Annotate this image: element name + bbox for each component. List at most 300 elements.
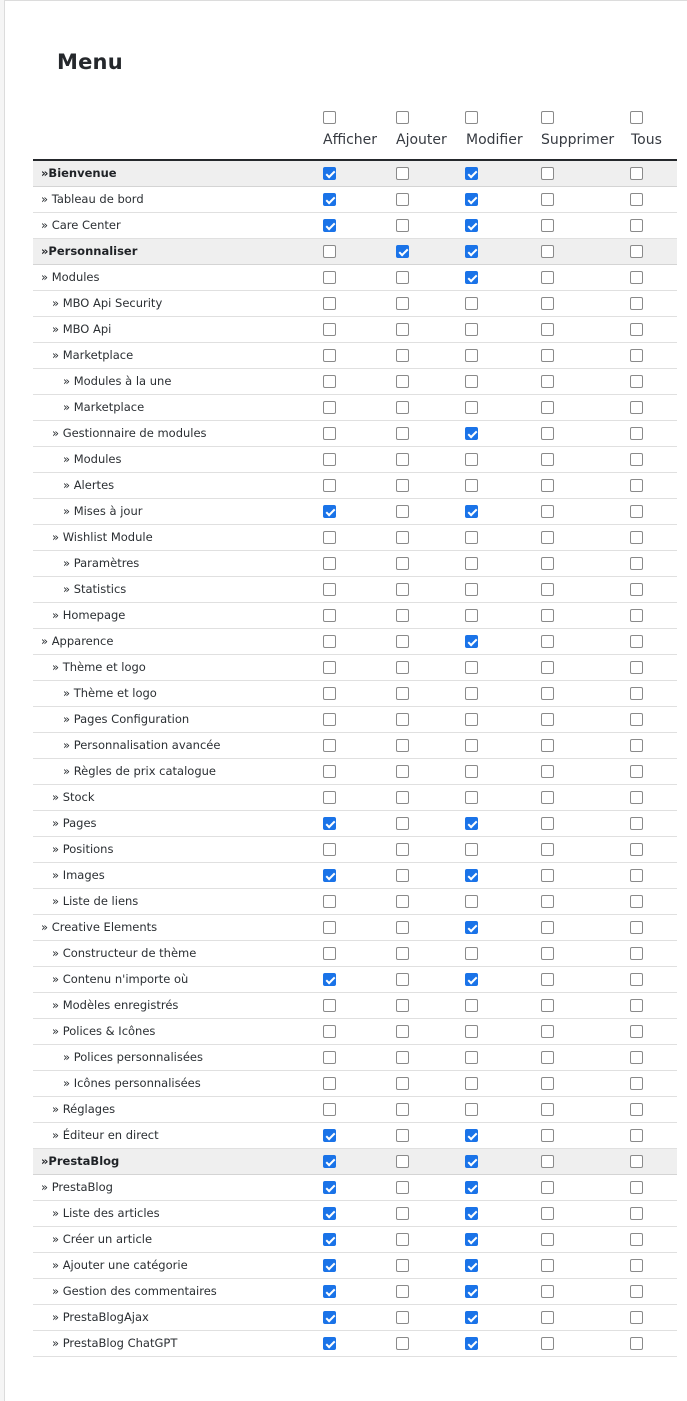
section-row [33,239,677,265]
ajouter-checkbox[interactable] [396,1233,409,1246]
menu-item-label: » Apparence [41,634,114,648]
tous-checkbox[interactable] [630,219,643,232]
table-row [33,655,677,681]
menu-item-label: » PrestaBlogAjax [52,1310,149,1324]
tous-checkbox[interactable] [630,531,643,544]
ajouter-checkbox[interactable] [396,453,409,466]
supprimer-checkbox[interactable] [541,687,554,700]
modifier-checkbox[interactable] [465,1077,478,1090]
modifier-checkbox[interactable] [465,167,478,180]
select-all-modifier-checkbox[interactable] [465,111,478,124]
modifier-checkbox[interactable] [465,999,478,1012]
afficher-checkbox[interactable] [323,765,336,778]
table-row [33,447,677,473]
ajouter-checkbox[interactable] [396,765,409,778]
afficher-checkbox[interactable] [323,557,336,570]
ajouter-checkbox[interactable] [396,635,409,648]
supprimer-checkbox[interactable] [541,297,554,310]
ajouter-checkbox[interactable] [396,817,409,830]
ajouter-checkbox[interactable] [396,843,409,856]
menu-item-label: »Bienvenue [41,166,117,180]
modifier-checkbox[interactable] [465,1311,478,1324]
afficher-checkbox[interactable] [323,1337,336,1350]
table-row [33,187,677,213]
supprimer-checkbox[interactable] [541,323,554,336]
menu-item-label: » PrestaBlog [41,1180,113,1194]
supprimer-checkbox[interactable] [541,245,554,258]
afficher-checkbox[interactable] [323,297,336,310]
tous-checkbox[interactable] [630,375,643,388]
ajouter-checkbox[interactable] [396,193,409,206]
tous-checkbox[interactable] [630,1051,643,1064]
table-row [33,941,677,967]
modifier-checkbox[interactable] [465,479,478,492]
afficher-checkbox[interactable] [323,219,336,232]
tous-checkbox[interactable] [630,1311,643,1324]
modifier-checkbox[interactable] [465,219,478,232]
supprimer-checkbox[interactable] [541,635,554,648]
menu-item-label: » Wishlist Module [52,530,153,544]
modifier-checkbox[interactable] [465,557,478,570]
table-row [33,993,677,1019]
permissions-table [33,161,677,1357]
tous-checkbox[interactable] [630,999,643,1012]
page-title: Menu [57,50,123,74]
menu-item-label: » MBO Api Security [52,296,163,310]
modifier-checkbox[interactable] [465,453,478,466]
table-row [33,1019,677,1045]
modifier-checkbox[interactable] [465,895,478,908]
afficher-checkbox[interactable] [323,505,336,518]
table-row [33,1045,677,1071]
afficher-checkbox[interactable] [323,1077,336,1090]
supprimer-checkbox[interactable] [541,1155,554,1168]
supprimer-checkbox[interactable] [541,973,554,986]
afficher-checkbox[interactable] [323,947,336,960]
ajouter-checkbox[interactable] [396,167,409,180]
modifier-checkbox[interactable] [465,323,478,336]
tous-checkbox[interactable] [630,1077,643,1090]
ajouter-checkbox[interactable] [396,999,409,1012]
supprimer-checkbox[interactable] [541,921,554,934]
supprimer-checkbox[interactable] [541,531,554,544]
ajouter-checkbox[interactable] [396,1259,409,1272]
afficher-checkbox[interactable] [323,1207,336,1220]
supprimer-checkbox[interactable] [541,895,554,908]
afficher-checkbox[interactable] [323,791,336,804]
ajouter-checkbox[interactable] [396,713,409,726]
modifier-checkbox[interactable] [465,245,478,258]
afficher-checkbox[interactable] [323,245,336,258]
tous-checkbox[interactable] [630,193,643,206]
supprimer-checkbox[interactable] [541,167,554,180]
afficher-checkbox[interactable] [323,427,336,440]
table-row [33,915,677,941]
ajouter-checkbox[interactable] [396,505,409,518]
modifier-checkbox[interactable] [465,765,478,778]
ajouter-checkbox[interactable] [396,921,409,934]
ajouter-checkbox[interactable] [396,1103,409,1116]
table-row [33,525,677,551]
tous-checkbox[interactable] [630,1129,643,1142]
supprimer-checkbox[interactable] [541,427,554,440]
tous-checkbox[interactable] [630,1025,643,1038]
afficher-checkbox[interactable] [323,401,336,414]
ajouter-checkbox[interactable] [396,1077,409,1090]
afficher-checkbox[interactable] [323,453,336,466]
table-row [33,265,677,291]
table-row [33,343,677,369]
afficher-checkbox[interactable] [323,817,336,830]
tous-checkbox[interactable] [630,817,643,830]
afficher-checkbox[interactable] [323,1181,336,1194]
section-row [33,161,677,187]
ajouter-checkbox[interactable] [396,947,409,960]
modifier-checkbox[interactable] [465,427,478,440]
ajouter-checkbox[interactable] [396,271,409,284]
modifier-checkbox[interactable] [465,583,478,596]
supprimer-checkbox[interactable] [541,817,554,830]
tous-checkbox[interactable] [630,479,643,492]
ajouter-checkbox[interactable] [396,1181,409,1194]
table-row [33,473,677,499]
supprimer-checkbox[interactable] [541,1077,554,1090]
menu-item-label: » Créer un article [52,1232,153,1246]
tous-checkbox[interactable] [630,245,643,258]
modifier-checkbox[interactable] [465,817,478,830]
afficher-checkbox[interactable] [323,1259,336,1272]
menu-item-label: » Modules [63,452,122,466]
ajouter-checkbox[interactable] [396,1311,409,1324]
select-all-tous-checkbox[interactable] [630,111,643,124]
tous-checkbox[interactable] [630,401,643,414]
table-row [33,1201,677,1227]
afficher-checkbox[interactable] [323,739,336,752]
menu-item-label: » Statistics [63,582,127,596]
supprimer-checkbox[interactable] [541,479,554,492]
ajouter-checkbox[interactable] [396,895,409,908]
table-row [33,863,677,889]
menu-item-label: » Stock [52,790,95,804]
ajouter-checkbox[interactable] [396,687,409,700]
ajouter-checkbox[interactable] [396,661,409,674]
modifier-checkbox[interactable] [465,1155,478,1168]
afficher-checkbox[interactable] [323,1051,336,1064]
modifier-checkbox[interactable] [465,661,478,674]
ajouter-checkbox[interactable] [396,973,409,986]
column-label-tous: Tous [631,132,662,148]
table-row [33,551,677,577]
modifier-checkbox[interactable] [465,1025,478,1038]
supprimer-checkbox[interactable] [541,1129,554,1142]
section-row [33,1149,677,1175]
ajouter-checkbox[interactable] [396,531,409,544]
supprimer-checkbox[interactable] [541,609,554,622]
modifier-checkbox[interactable] [465,713,478,726]
afficher-checkbox[interactable] [323,1025,336,1038]
menu-item-label: » Care Center [41,218,121,232]
supprimer-checkbox[interactable] [541,401,554,414]
modifier-checkbox[interactable] [465,1337,478,1350]
ajouter-checkbox[interactable] [396,1337,409,1350]
table-row [33,317,677,343]
supprimer-checkbox[interactable] [541,349,554,362]
table-row [33,395,677,421]
tous-checkbox[interactable] [630,947,643,960]
supprimer-checkbox[interactable] [541,453,554,466]
supprimer-checkbox[interactable] [541,375,554,388]
table-row [33,577,677,603]
afficher-checkbox[interactable] [323,1311,336,1324]
afficher-checkbox[interactable] [323,167,336,180]
afficher-checkbox[interactable] [323,1103,336,1116]
afficher-checkbox[interactable] [323,531,336,544]
tous-checkbox[interactable] [630,661,643,674]
afficher-checkbox[interactable] [323,1155,336,1168]
tous-checkbox[interactable] [630,349,643,362]
ajouter-checkbox[interactable] [396,1285,409,1298]
tous-checkbox[interactable] [630,895,643,908]
afficher-checkbox[interactable] [323,375,336,388]
afficher-checkbox[interactable] [323,193,336,206]
afficher-checkbox[interactable] [323,895,336,908]
column-label-supprimer: Supprimer [541,132,615,148]
menu-item-label: » Personnalisation avancée [63,738,221,752]
tous-checkbox[interactable] [630,1259,643,1272]
tous-checkbox[interactable] [630,271,643,284]
supprimer-checkbox[interactable] [541,505,554,518]
ajouter-checkbox[interactable] [396,1025,409,1038]
tous-checkbox[interactable] [630,635,643,648]
table-row [33,733,677,759]
tous-checkbox[interactable] [630,1285,643,1298]
afficher-checkbox[interactable] [323,609,336,622]
modifier-checkbox[interactable] [465,973,478,986]
tous-checkbox[interactable] [630,739,643,752]
afficher-checkbox[interactable] [323,999,336,1012]
ajouter-checkbox[interactable] [396,1155,409,1168]
afficher-checkbox[interactable] [323,973,336,986]
menu-item-label: » Gestion des commentaires [52,1284,217,1298]
tous-checkbox[interactable] [630,427,643,440]
afficher-checkbox[interactable] [323,1129,336,1142]
table-row [33,681,677,707]
tous-checkbox[interactable] [630,921,643,934]
modifier-checkbox[interactable] [465,843,478,856]
tous-checkbox[interactable] [630,1337,643,1350]
ajouter-checkbox[interactable] [396,245,409,258]
table-row [33,889,677,915]
supprimer-checkbox[interactable] [541,739,554,752]
select-all-supprimer-checkbox[interactable] [541,111,554,124]
menu-item-label: » Mises à jour [63,504,143,518]
supprimer-checkbox[interactable] [541,1285,554,1298]
supprimer-checkbox[interactable] [541,843,554,856]
ajouter-checkbox[interactable] [396,401,409,414]
tous-checkbox[interactable] [630,687,643,700]
tous-checkbox[interactable] [630,843,643,856]
supprimer-checkbox[interactable] [541,1233,554,1246]
supprimer-checkbox[interactable] [541,999,554,1012]
tous-checkbox[interactable] [630,713,643,726]
table-row [33,1305,677,1331]
column-label-ajouter: Ajouter [396,132,447,148]
supprimer-checkbox[interactable] [541,271,554,284]
tous-checkbox[interactable] [630,1233,643,1246]
menu-item-label: »Personnaliser [41,244,138,258]
modifier-checkbox[interactable] [465,791,478,804]
supprimer-checkbox[interactable] [541,1051,554,1064]
modifier-checkbox[interactable] [465,947,478,960]
modifier-checkbox[interactable] [465,349,478,362]
supprimer-checkbox[interactable] [541,583,554,596]
column-label-modifier: Modifier [466,132,523,148]
modifier-checkbox[interactable] [465,921,478,934]
supprimer-checkbox[interactable] [541,1181,554,1194]
modifier-checkbox[interactable] [465,375,478,388]
supprimer-checkbox[interactable] [541,947,554,960]
modifier-checkbox[interactable] [465,635,478,648]
menu-item-label: » Images [52,868,105,882]
tous-checkbox[interactable] [630,505,643,518]
modifier-checkbox[interactable] [465,1259,478,1272]
modifier-checkbox[interactable] [465,609,478,622]
afficher-checkbox[interactable] [323,713,336,726]
tous-checkbox[interactable] [630,609,643,622]
supprimer-checkbox[interactable] [541,713,554,726]
ajouter-checkbox[interactable] [396,1051,409,1064]
afficher-checkbox[interactable] [323,1285,336,1298]
menu-item-label: » Creative Elements [41,920,158,934]
afficher-checkbox[interactable] [323,1233,336,1246]
ajouter-checkbox[interactable] [396,349,409,362]
menu-item-label: » Thème et logo [52,660,146,674]
table-row [33,1071,677,1097]
ajouter-checkbox[interactable] [396,1129,409,1142]
modifier-checkbox[interactable] [465,1233,478,1246]
ajouter-checkbox[interactable] [396,323,409,336]
table-row [33,785,677,811]
tous-checkbox[interactable] [630,1155,643,1168]
menu-item-label: » Pages [52,816,97,830]
permissions-panel [4,0,687,1401]
afficher-checkbox[interactable] [323,843,336,856]
modifier-checkbox[interactable] [465,193,478,206]
modifier-checkbox[interactable] [465,401,478,414]
ajouter-checkbox[interactable] [396,583,409,596]
menu-item-label: » Positions [52,842,114,856]
ajouter-checkbox[interactable] [396,869,409,882]
supprimer-checkbox[interactable] [541,869,554,882]
tous-checkbox[interactable] [630,791,643,804]
menu-item-label: » Réglages [52,1102,116,1116]
supprimer-checkbox[interactable] [541,219,554,232]
tous-checkbox[interactable] [630,869,643,882]
afficher-checkbox[interactable] [323,323,336,336]
tous-checkbox[interactable] [630,583,643,596]
supprimer-checkbox[interactable] [541,557,554,570]
modifier-checkbox[interactable] [465,1181,478,1194]
supprimer-checkbox[interactable] [541,1259,554,1272]
afficher-checkbox[interactable] [323,479,336,492]
afficher-checkbox[interactable] [323,349,336,362]
tous-checkbox[interactable] [630,557,643,570]
menu-item-label: » Tableau de bord [41,192,144,206]
tous-checkbox[interactable] [630,167,643,180]
modifier-checkbox[interactable] [465,505,478,518]
modifier-checkbox[interactable] [465,271,478,284]
afficher-checkbox[interactable] [323,921,336,934]
supprimer-checkbox[interactable] [541,791,554,804]
afficher-checkbox[interactable] [323,635,336,648]
ajouter-checkbox[interactable] [396,427,409,440]
table-row [33,1097,677,1123]
table-row [33,1175,677,1201]
select-all-ajouter-checkbox[interactable] [396,111,409,124]
supprimer-checkbox[interactable] [541,1337,554,1350]
ajouter-checkbox[interactable] [396,739,409,752]
menu-item-label: » Modules à la une [63,374,172,388]
modifier-checkbox[interactable] [465,687,478,700]
modifier-checkbox[interactable] [465,869,478,882]
modifier-checkbox[interactable] [465,1051,478,1064]
supprimer-checkbox[interactable] [541,765,554,778]
ajouter-checkbox[interactable] [396,557,409,570]
ajouter-checkbox[interactable] [396,297,409,310]
ajouter-checkbox[interactable] [396,1207,409,1220]
tous-checkbox[interactable] [630,297,643,310]
supprimer-checkbox[interactable] [541,1025,554,1038]
ajouter-checkbox[interactable] [396,219,409,232]
modifier-checkbox[interactable] [465,739,478,752]
menu-item-label: » Modèles enregistrés [52,998,179,1012]
supprimer-checkbox[interactable] [541,193,554,206]
tous-checkbox[interactable] [630,1181,643,1194]
tous-checkbox[interactable] [630,973,643,986]
menu-item-label: » Homepage [52,608,126,622]
table-row [33,629,677,655]
ajouter-checkbox[interactable] [396,375,409,388]
select-all-afficher-checkbox[interactable] [323,111,336,124]
supprimer-checkbox[interactable] [541,1311,554,1324]
table-row [33,759,677,785]
tous-checkbox[interactable] [630,765,643,778]
supprimer-checkbox[interactable] [541,661,554,674]
ajouter-checkbox[interactable] [396,479,409,492]
modifier-checkbox[interactable] [465,1103,478,1116]
modifier-checkbox[interactable] [465,1285,478,1298]
modifier-checkbox[interactable] [465,531,478,544]
afficher-checkbox[interactable] [323,271,336,284]
afficher-checkbox[interactable] [323,869,336,882]
ajouter-checkbox[interactable] [396,609,409,622]
tous-checkbox[interactable] [630,323,643,336]
supprimer-checkbox[interactable] [541,1103,554,1116]
modifier-checkbox[interactable] [465,297,478,310]
supprimer-checkbox[interactable] [541,1207,554,1220]
menu-item-label: » Gestionnaire de modules [52,426,207,440]
tous-checkbox[interactable] [630,453,643,466]
modifier-checkbox[interactable] [465,1129,478,1142]
afficher-checkbox[interactable] [323,583,336,596]
afficher-checkbox[interactable] [323,661,336,674]
afficher-checkbox[interactable] [323,687,336,700]
menu-item-label: » Liste de liens [52,894,139,908]
tous-checkbox[interactable] [630,1103,643,1116]
modifier-checkbox[interactable] [465,1207,478,1220]
ajouter-checkbox[interactable] [396,791,409,804]
tous-checkbox[interactable] [630,1207,643,1220]
